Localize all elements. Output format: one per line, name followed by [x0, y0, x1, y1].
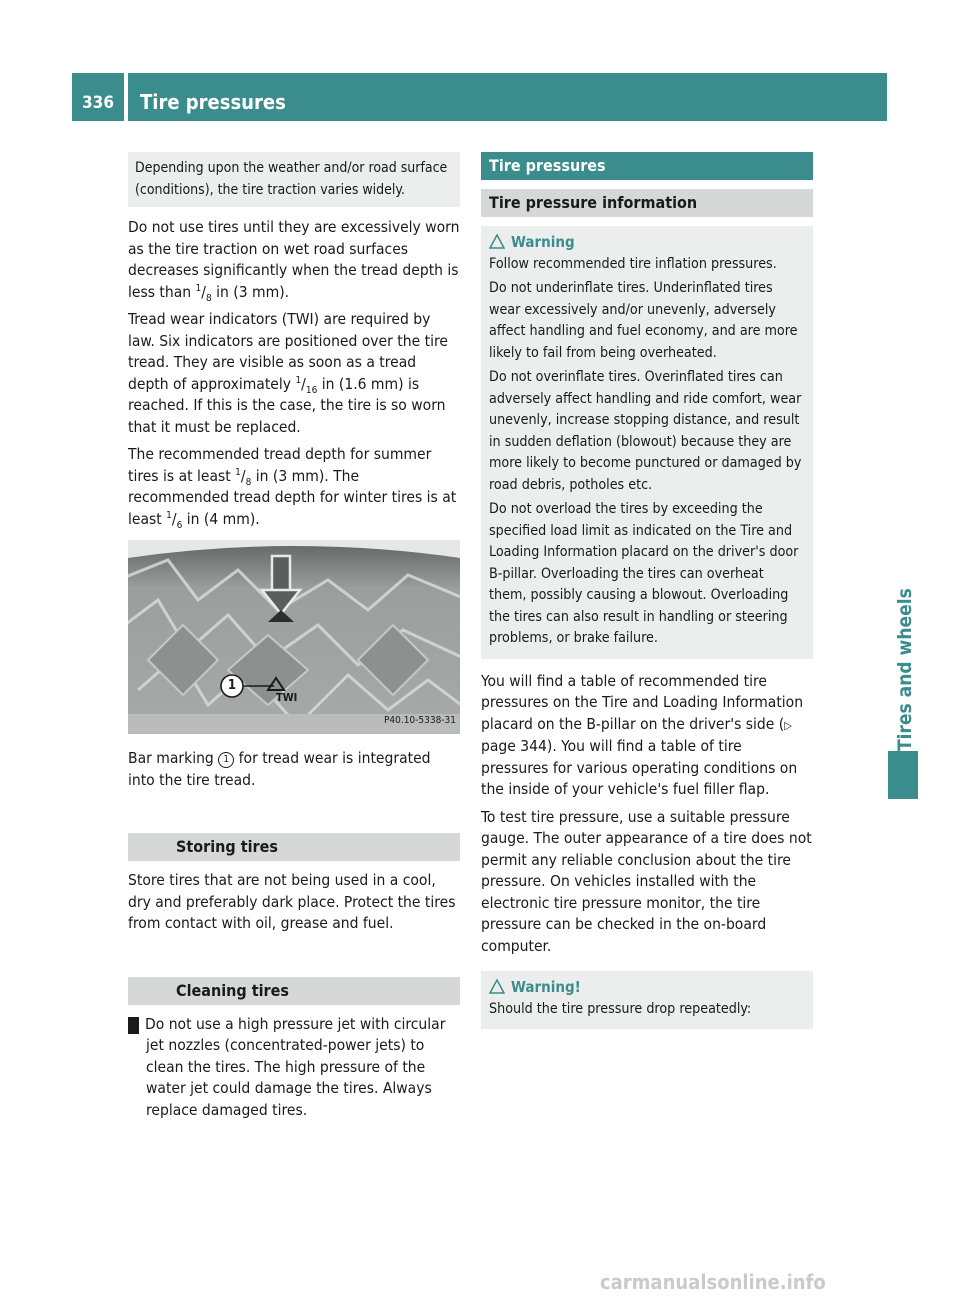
paragraph: Do not use tires until they are excessively worn as the tire traction on wet road surfaces decreases significantly when the tread depth is less than $^1/_8$ in (3 mm). [128, 218, 460, 304]
text: Warning [511, 233, 575, 251]
text: You will find a table of recommended tire pressures on the Tire and Loading Information placard on the B-pillar on the driver's side ( [481, 671, 804, 733]
paragraph [481, 671, 813, 801]
text: Tread wear indicators (TWI) are required by law. Six indicators are positioned over the tire tread. They are visible as soon as a tread depth of approximately [128, 310, 448, 393]
warning-text: Do not overload the tires by exceeding the specified load limit as indicated on the Tire and Loading Information placard on the driver's door B-pillar. Overloading the tires can overheat them, possibly causing a blowout. Overloading the tires can also result in handling or steering problems, or brake failure. [489, 501, 799, 646]
heading-text: Cleaning tires [176, 980, 289, 1000]
warning-text: Do not underinflate tires. Underinflated tires wear excessively and/or unevenly, adversely affect handling and fuel economy, and are more likely to fail from being overheated. [489, 280, 798, 361]
side-tab-text: Tires and wheels [894, 588, 916, 751]
page-number: 336 [82, 93, 114, 113]
subsection-heading [481, 189, 813, 217]
paragraph: Tread wear indicators (TWI) are required by law. Six indicators are positioned over the tire tread. They are visible as soon as a tread depth of approximately $^1/_{16}$ in (1.6 mm) is reached. If this is the case, the tire is so worn that it must be replaced. [128, 310, 448, 436]
warning-text: Do not overinflate tires. Overinflated tires can adversely affect handling and ride comfort, wear unevenly, increase stopping distance, and result in sudden deflation (blowout) because they are more likely to become punctured or damaged by road debris, potholes etc. [489, 369, 802, 493]
warning-text: Follow recommended tire inflation pressures. [489, 255, 777, 272]
section-heading [481, 152, 813, 180]
warning-icon [489, 234, 505, 249]
warning-box [481, 971, 813, 1029]
text: in (3 mm). [211, 282, 290, 301]
storing-heading [128, 833, 460, 861]
heading-text: Tire pressure information [489, 193, 698, 212]
frac-den: 8 [245, 476, 252, 488]
frac-den: 16 [305, 384, 318, 396]
page-reference-link[interactable]: page 344). You will find a table of tire pressures for various operating conditions on the inside of your vehicle's fuel filler flap. [481, 737, 798, 798]
caution-icon: ! [128, 1017, 139, 1034]
text: in (1.6 mm) is reached. If this is the case, the tire is so worn that it must be replaced. [128, 374, 446, 436]
cleaning-notice [121, 1014, 460, 1122]
warning-box [481, 226, 813, 659]
callout-ref: 1 [218, 752, 234, 768]
right-column [481, 152, 813, 1041]
cleaning-heading [128, 977, 460, 1005]
frac-den: 8 [205, 292, 212, 304]
warning-icon [489, 979, 505, 994]
page-title: Tire pressures [140, 90, 286, 114]
frac-num: 1 [235, 466, 241, 478]
callout-number: 1 [227, 678, 237, 693]
heading-text: Tire pressures [489, 156, 606, 175]
side-tab-label [888, 551, 918, 751]
warning-title [489, 977, 805, 999]
left-column [121, 152, 460, 1127]
warning-title [489, 232, 805, 254]
note-text: Depending upon the weather and/or road surface (conditions), the tire traction varies widely. [135, 160, 448, 198]
info-note [128, 152, 460, 207]
text: for tread wear is integrated into the tire tread. [128, 749, 431, 789]
tire-tread-illustration [128, 540, 460, 734]
image-reference: P40.10-5338-31 [383, 714, 456, 726]
page-header [128, 73, 887, 121]
side-tab-marker [888, 751, 918, 799]
paragraph: The recommended tread depth for summer tires is at least $^1/_8$ in (3 mm). The recommended tread depth for winter tires is at least $^1/_6$ in (4 mm). [128, 445, 457, 531]
page-ref-arrow-icon: ▷ [784, 718, 792, 732]
frac-num: 1 [195, 282, 202, 294]
text: Bar marking [128, 749, 219, 767]
text: in (4 mm). [182, 509, 260, 528]
text: The recommended tread depth for summer tires is at least [128, 445, 432, 485]
paragraph: To test tire pressure, use a suitable pressure gauge. The outer appearance of a tire does not permit any reliable conclusion about the tire pressure. On vehicles installed with the electronic tire pressure monitor, the tire pressure can be checked in the on-board computer. [481, 807, 812, 955]
text: Do not use a high pressure jet with circular jet nozzles (concentrated-power jets) to clean the tires. The high pressure of the water jet could damage the tires. Always replace damaged tires. [145, 1014, 446, 1119]
text: Do not use tires until they are excessively worn as the tire traction on wet road surfaces decreases significantly when the tread depth is less than [128, 218, 460, 301]
text: Warning! [511, 978, 581, 996]
page-number-block [72, 73, 124, 121]
heading-text: Storing tires [176, 837, 278, 856]
frac-num: 1 [166, 509, 172, 521]
image-caption [128, 748, 460, 791]
warning-text: Should the tire pressure drop repeatedly: [489, 1000, 752, 1017]
storing-text: Store tires that are not being used in a cool, dry and preferably dark place. Protect the tires from contact with oil, grease and fuel. [128, 871, 456, 932]
twi-label: TWI [276, 691, 298, 704]
text: in (3 mm). The recommended tread depth for winter tires is at least [128, 466, 457, 528]
frac-den: 6 [176, 519, 183, 531]
watermark: carmanualsonline.info [600, 1270, 826, 1294]
frac-num: 1 [295, 374, 302, 386]
